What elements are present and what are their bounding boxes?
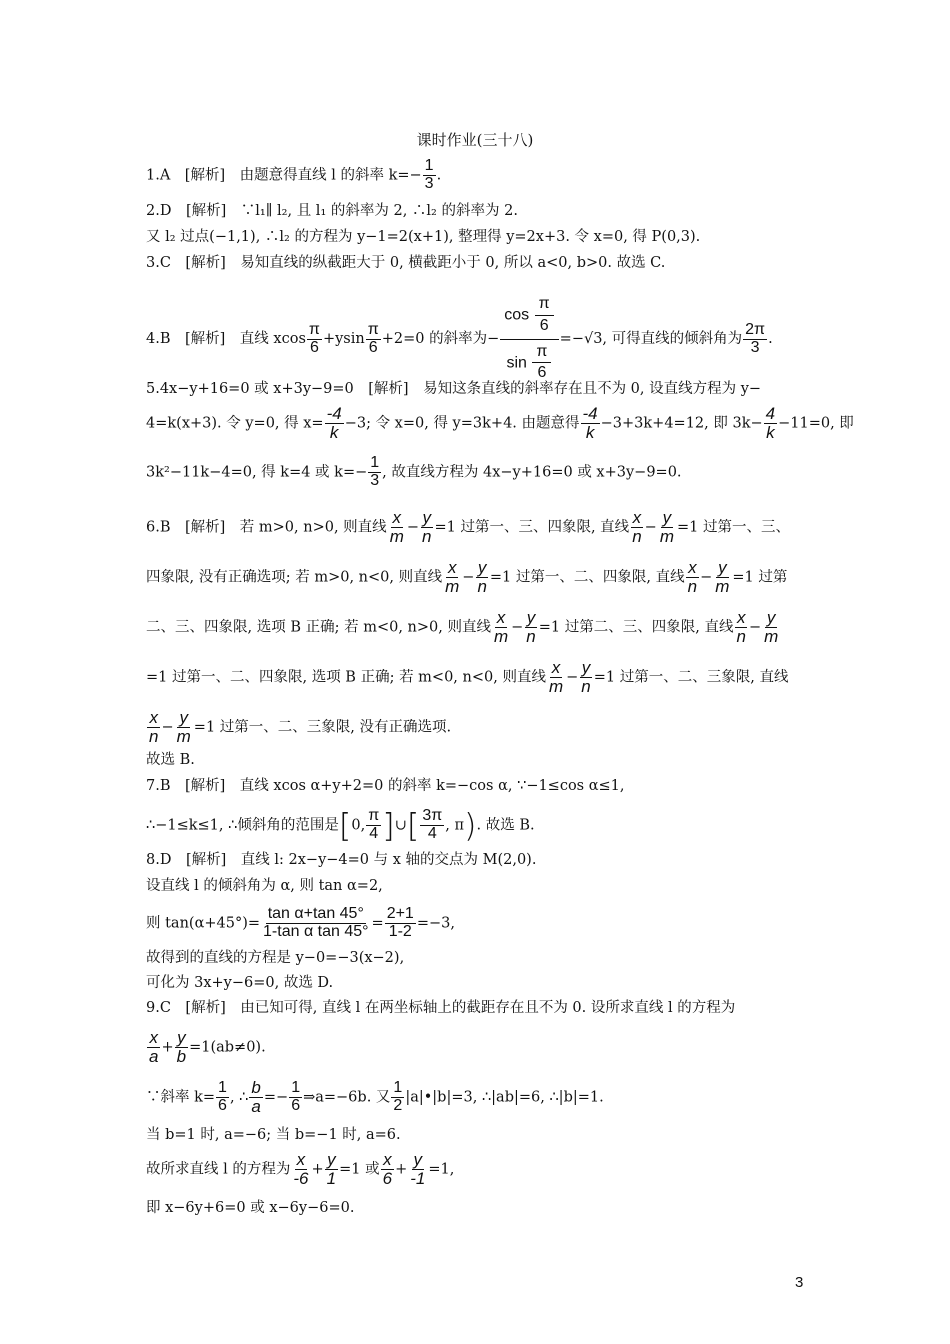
answer-8-cont4: 可化为 3x+y−6=0, 故选 D. bbox=[146, 975, 334, 991]
page-number: 3 bbox=[795, 1274, 804, 1291]
fraction: $\frac{\pi}{6}$ bbox=[367, 320, 379, 356]
answer-6-conclusion: 故选 B. bbox=[146, 752, 195, 768]
answer-9-conclusion: 即 x−6y+6=0 或 x−6y−6=0. bbox=[146, 1200, 355, 1216]
fraction: $\frac{4}{k}$ bbox=[765, 404, 776, 442]
answer-1: 1.A [解析] 由题意得直线 l 的斜率 k=− $\frac{1}{3}$ . bbox=[146, 157, 442, 192]
fraction: $\frac{1}{3}$ bbox=[370, 454, 380, 489]
answer-6-cont3: =1 过第一、二、四象限, 选项 B 正确; 若 m<0, n<0, 则直线 $\frac{x}{m}$ − $\frac{y}{n}$ =1 过第一、二、三象限, 直线 bbox=[146, 658, 789, 696]
answer-9-cont4: 故所求直线 l 的方程为 $\frac{x}{-6}$ + $\frac{y}{1}$ =1 或 $\frac{x}{6}$ + $\frac{y}{-1}$ =1, bbox=[146, 1150, 455, 1188]
fraction: $\frac{\pi}{6}$ bbox=[308, 320, 320, 356]
fraction: $\frac{-4}{k}$ bbox=[582, 404, 598, 442]
answer-9-cont2: ∵斜率 k= $\frac{1}{6}$ , ∴ $\frac{b}{a}$ =− $\frac{1}{6}$ ⇒a=−6b. 又 $\frac{1}{2}$ |a|•|b|=3, ∴|ab|=6, ∴|b|=1. bbox=[146, 1078, 604, 1116]
answer-2: 2.D [解析] ∵l₁∥ l₂, 且 l₁ 的斜率为 2, ∴l₂ 的斜率为 2. bbox=[146, 203, 518, 219]
page-title: 课时作业(三十八) bbox=[416, 131, 534, 149]
answer-6-cont: 四象限, 没有正确选项; 若 m>0, n<0, 则直线 $\frac{x}{m}$ − $\frac{y}{n}$ =1 过第一、二、四象限, 直线 $\frac{x}{n}$ − $\frac{y}{m}$ =1 过第 bbox=[146, 558, 788, 596]
answer-8-cont3: 故得到的直线的方程是 y−0=−3(x−2), bbox=[146, 950, 405, 966]
answer-5-cont: 4=k(x+3). 令 y=0, 得 x= $\frac{-4}{k}$ −3; 令 x=0, 得 y=3k+4. 由题意得 $\frac{-4}{k}$ −3+3k+4=12, 即 3k− $\frac{4}{k}$ −11=0, 即 bbox=[146, 404, 854, 442]
answer-9: 9.C [解析] 由已知可得, 直线 l 在两坐标轴上的截距存在且不为 0. 设所求直线 l 的方程为 bbox=[146, 1000, 736, 1016]
answer-6: 6.B [解析] 若 m>0, n>0, 则直线 $\frac{x}{m}$ − $\frac{y}{n}$ =1 过第一、三、四象限, 直线 $\frac{x}{n}$ − $\frac{y}{m}$ =1 过第一、三、 bbox=[146, 508, 790, 546]
answer-3: 3.C [解析] 易知直线的纵截距大于 0, 横截距小于 0, 所以 a<0, b>0. 故选 C. bbox=[146, 255, 666, 271]
answer-6-cont4: $\frac{x}{n}$ − $\frac{y}{m}$ =1 过第一、二、三象限, 没有正确选项. bbox=[149, 708, 452, 746]
fraction: $\frac{2\pi}{3}$ bbox=[745, 320, 766, 356]
answer-8-cont: 设直线 l 的倾斜角为 α, 则 tan α=2, bbox=[146, 878, 383, 894]
answer-6-cont2: 二、三、四象限, 选项 B 正确; 若 m<0, n>0, 则直线 $\frac{x}{m}$ − $\frac{y}{n}$ =1 过第二、三、四象限, 直线 $\frac{x}{n}$ − $\frac{y}{m}$ bbox=[146, 608, 779, 646]
answer-8: 8.D [解析] 直线 l: 2x−y−4=0 与 x 轴的交点为 M(2,0). bbox=[146, 852, 537, 868]
complex-fraction: cos $\frac{\pi}{6}$ sin $\frac{\pi}{6}$ bbox=[500, 292, 558, 386]
answer-4: 4.B [解析] 直线 xcos $\frac{\pi}{6}$ +ysin $\frac{\pi}{6}$ +2=0 的斜率为− cos $\frac{\pi}{6}$ sin $\frac{\pi}{6}$ =−√3, 可得直线的倾斜角为 $\frac{2\pi}{3}$ . bbox=[146, 292, 773, 386]
answer-7-cont: ∴−1≤k≤1, ∴倾斜角的范围是[0, $\frac{\pi}{4}$ ]∪[ $\frac{3\pi}{4}$ , π). 故选 B. bbox=[146, 806, 535, 845]
answer-9-cont: $\frac{x}{a}$ + $\frac{y}{b}$ =1(ab≠0). bbox=[149, 1028, 266, 1066]
answer-8-cont2: 则 tan(α+45°)= $\frac{\text{tan α+tan 45°}}{\text{1-tan α tan 45°}}$ = $\frac{2+1}{1-2}$ =−3, bbox=[146, 905, 455, 940]
answer-9-cont3: 当 b=1 时, a=−6; 当 b=−1 时, a=6. bbox=[146, 1127, 401, 1143]
answer-2-cont: 又 l₂ 过点(−1,1), ∴l₂ 的方程为 y−1=2(x+1), 整理得 y=2x+3. 令 x=0, 得 P(0,3). bbox=[146, 229, 701, 245]
fraction: $\frac{-4}{k}$ bbox=[326, 404, 342, 442]
fraction: $\frac{\text{tan α+tan 45°}}{\text{1-tan α tan 45°}}$ bbox=[263, 905, 369, 940]
fraction: $\frac{1}{3}$ bbox=[424, 157, 434, 192]
answer-5-cont2: 3k²−11k−4=0, 得 k=4 或 k=− $\frac{1}{3}$ , 故直线方程为 4x−y+16=0 或 x+3y−9=0. bbox=[146, 454, 682, 489]
answer-5: 5.4x−y+16=0 或 x+3y−9=0 [解析] 易知这条直线的斜率存在且不为 0, 设直线方程为 y− bbox=[146, 381, 762, 397]
answer-7: 7.B [解析] 直线 xcos α+y+2=0 的斜率 k=−cos α, ∵−1≤cos α≤1, bbox=[146, 778, 625, 794]
